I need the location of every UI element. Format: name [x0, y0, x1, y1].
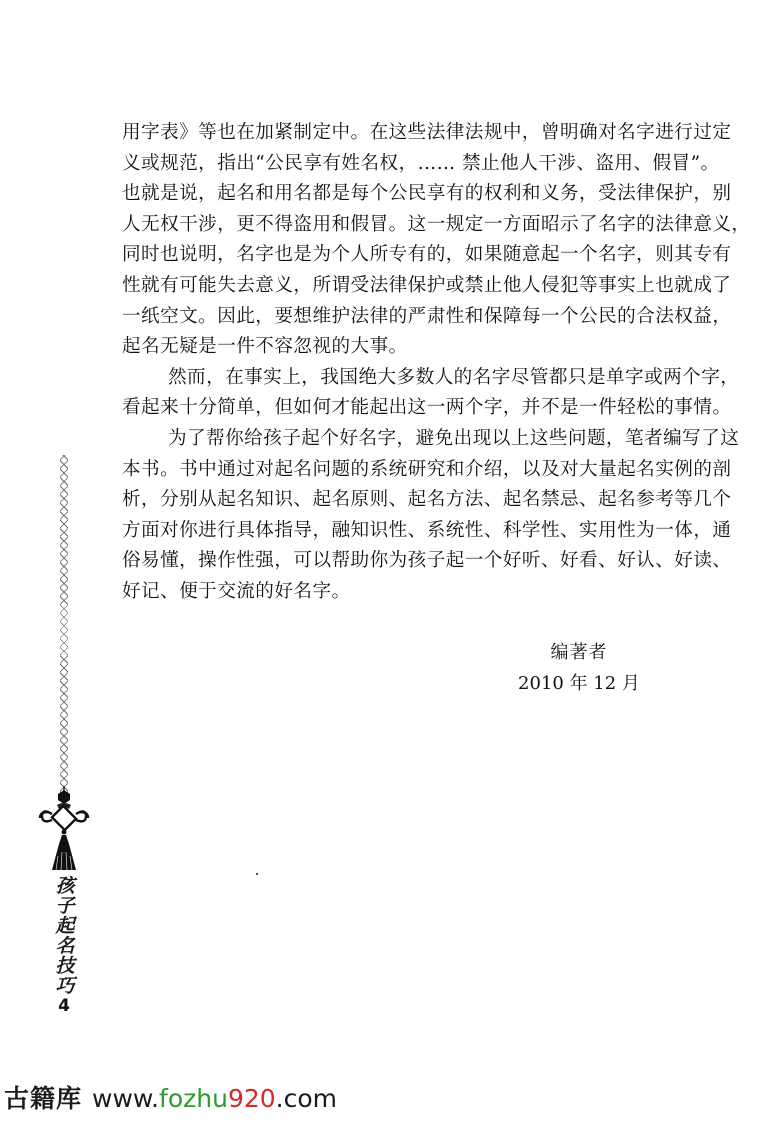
text-line: 起名无疑是一件不容忽视的大事。 [122, 336, 408, 358]
text-line: 同时也说明，名字也是为个人所专有的，如果随意起一个名字，则其专有 [122, 244, 732, 266]
book-title-char: 名 [55, 935, 75, 957]
watermark-site-name: 古籍库 [4, 1084, 83, 1113]
text-line: 也就是说，起名和用名都是每个公民享有的权利和义务，受法律保护，别 [122, 183, 732, 205]
watermark-url-green: fozhu [159, 1084, 228, 1113]
book-title-vertical [48, 876, 82, 996]
paragraph [122, 363, 740, 424]
text-line: 人无权干涉，更不得盗用和假冒。这一规定一方面昭示了名字的法律意义， [122, 213, 751, 235]
book-title-char: 技 [55, 955, 75, 977]
text-line: 用字表》等也在加紧制定中。在这些法律法规中，曾明确对名字进行过定 [122, 122, 732, 143]
text-line: 为了帮你给孩子起个好名字，避免出现以上这些问题，笔者编写了这 [168, 427, 740, 449]
book-title-char: 起 [55, 915, 75, 937]
book-title-char: 巧 [55, 975, 75, 997]
watermark-url-prefix: www. [92, 1084, 160, 1113]
text-line: 义或规范，指出“公民享有姓名权，…… 禁止他人干涉、盗用、假冒”。 [122, 152, 720, 174]
preface-body [122, 118, 751, 608]
watermark-url-red: 920 [227, 1084, 276, 1113]
text-line: 析，分别从起名知识、起名原则、起名方法、起名禁忌、起名参考等几个 [122, 489, 732, 511]
text-line: 一纸空文。因此，要想维护法律的严肃性和保障每一个公民的合法权益， [122, 305, 732, 327]
scan-speck [256, 873, 258, 875]
signature-author: 编著者 [550, 642, 608, 663]
text-line: 看起来十分简单，但如何才能起出这一两个字，并不是一件轻松的事情。 [122, 397, 732, 419]
signature-date: 2010 年 12 月 [518, 673, 640, 694]
page-number: 4 [58, 996, 70, 1016]
text-line: 性就有可能失去意义，所谓受法律保护或禁止他人侵犯等事实上也就成了 [122, 274, 732, 296]
chinese-knot-icon [38, 786, 90, 876]
paragraph [122, 118, 751, 363]
text-line: 方面对你进行具体指导，融知识性、系统性、科学性、实用性为一体，通 [122, 519, 732, 541]
text-line: 俗易懂，操作性强，可以帮助你为孩子起一个好听、好看、好认、好读、 [122, 550, 732, 572]
book-title-char: 孩 [55, 875, 75, 897]
decorative-cord [60, 455, 68, 795]
text-line: 本书。书中通过对起名问题的系统研究和介绍，以及对大量起名实例的剖 [122, 458, 732, 480]
site-watermark [4, 1081, 337, 1117]
paragraph [122, 424, 740, 608]
text-line: 好记、便于交流的好名字。 [122, 580, 351, 602]
book-title-char: 子 [55, 895, 75, 917]
watermark-url-suffix: .com [275, 1084, 337, 1113]
text-line: 然而，在事实上，我国绝大多数人的名字尽管都只是单字或两个字， [168, 366, 740, 388]
